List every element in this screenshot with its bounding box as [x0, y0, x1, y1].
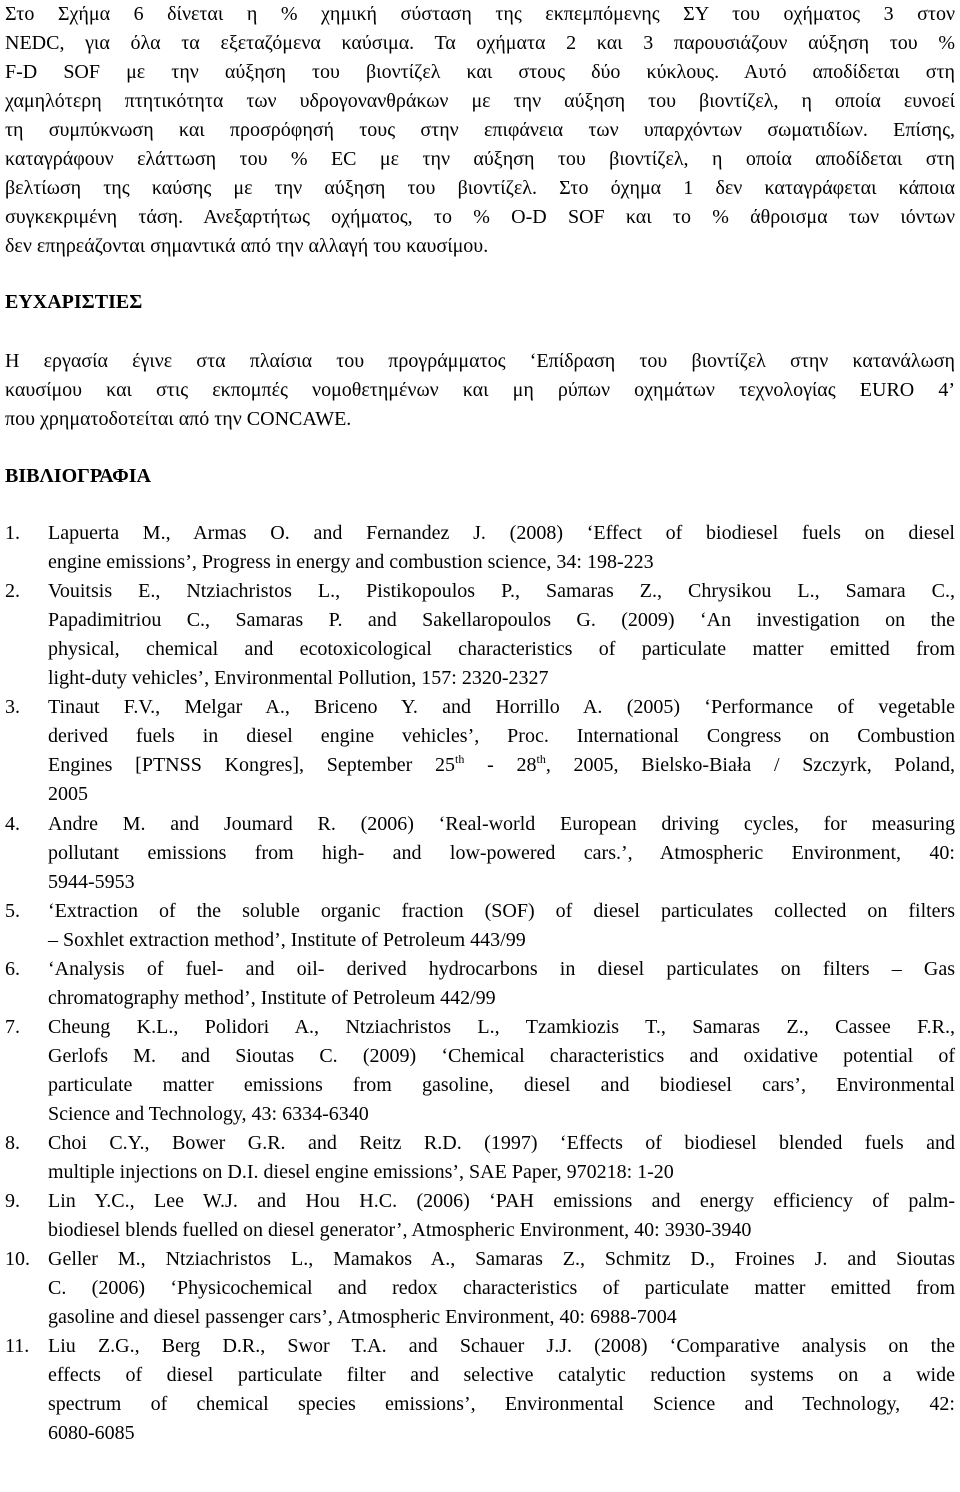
- reference-line: Lapuerta M., Armas O. and Fernandez J. (2008) ‘Effect of biodiesel fuels on diesel: [48, 522, 955, 544]
- reference-text: - 28: [464, 754, 537, 776]
- reference-line: derived fuels in diesel engine vehicles’, Proc. International Congress on Combustion: [48, 725, 955, 747]
- reference-line: physical, chemical and ecotoxicological characteristics of particulate matter emitted from: [48, 638, 955, 660]
- reference-line: Andre M. and Joumard R. (2006) ‘Real-world European driving cycles, for measuring: [48, 813, 955, 835]
- reference-line: light-duty vehicles’, Environmental Pollution, 157: 2320-2327: [48, 667, 549, 689]
- reference-line: biodiesel blends fuelled on diesel generator’, Atmospheric Environment, 40: 3930-3940: [48, 1219, 752, 1241]
- reference-line: 6080-6085: [48, 1422, 135, 1444]
- reference-number: 3.: [5, 696, 20, 718]
- reference-line-with-superscripts: [48, 753, 955, 777]
- reference-line: ‘Analysis of fuel- and oil- derived hydrocarbons in diesel particulates on filters – Gas: [48, 958, 955, 980]
- reference-number: 4.: [5, 813, 20, 835]
- reference-line: Lin Y.C., Lee W.J. and Hou H.C. (2006) ‘PAH emissions and energy efficiency of palm-: [48, 1190, 955, 1212]
- paragraph-line: χαμηλότερη πτητικότητα των υδρογονανθράκων με την αύξηση του βιοντίζελ, η οποία ευνοεί: [5, 90, 955, 112]
- acknowledgements-heading: ΕΥΧΑΡΙΣΤΙΕΣ: [5, 291, 143, 313]
- reference-number: 1.: [5, 522, 20, 544]
- reference-line: chromatography method’, Institute of Petroleum 442/99: [48, 987, 496, 1009]
- reference-number: 7.: [5, 1016, 20, 1038]
- reference-line: Vouitsis E., Ntziachristos L., Pistikopoulos P., Samaras Z., Chrysikou L., Samara C.,: [48, 580, 955, 602]
- reference-number: 11.: [5, 1335, 30, 1357]
- paragraph-line: Στο Σχήμα 6 δίνεται η % χημική σύσταση της εκπεμπόμενης ΣΥ του οχήματος 3 στον: [5, 3, 955, 25]
- reference-line: particulate matter emissions from gasoline, diesel and biodiesel cars’, Environmental: [48, 1074, 955, 1096]
- paragraph-line: καταγράφουν ελάττωση του % EC με την αύξηση του βιοντίζελ, η οποία αποδίδεται στη: [5, 148, 955, 170]
- reference-line: Geller M., Ntziachristos L., Mamakos A., Samaras Z., Schmitz D., Froines J. and Sioutas: [48, 1248, 955, 1270]
- reference-line: Papadimitriou C., Samaras P. and Sakellaropoulos G. (2009) ‘An investigation on the: [48, 609, 955, 631]
- paragraph-line: που χρηματοδοτείται από την CONCAWE.: [5, 408, 352, 430]
- superscript: th: [455, 752, 465, 766]
- reference-line: effects of diesel particulate filter and selective catalytic reduction systems on a wide: [48, 1364, 955, 1386]
- reference-number: 10.: [5, 1248, 30, 1270]
- reference-line: Gerlofs M. and Sioutas C. (2009) ‘Chemical characteristics and oxidative potential of: [48, 1045, 955, 1067]
- paragraph-line: καυσίμου και στις εκπομπές νομοθετημένων και μη ρύπων οχημάτων τεχνολογίας EURO 4’: [5, 379, 955, 401]
- reference-number: 5.: [5, 900, 20, 922]
- reference-number: 9.: [5, 1190, 20, 1212]
- reference-line: Choi C.Y., Bower G.R. and Reitz R.D. (1997) ‘Effects of biodiesel blended fuels and: [48, 1132, 955, 1154]
- reference-line: – Soxhlet extraction method’, Institute of Petroleum 443/99: [48, 929, 526, 951]
- reference-number: 8.: [5, 1132, 20, 1154]
- reference-number: 2.: [5, 580, 20, 602]
- paragraph-line: δεν επηρεάζονται σημαντικά από την αλλαγή του καυσίμου.: [5, 235, 489, 257]
- paragraph-line: βελτίωση της καύσης με την αύξηση του βιοντίζελ. Στο όχημα 1 δεν καταγράφεται κάποια: [5, 177, 955, 199]
- reference-line: 5944-5953: [48, 871, 135, 893]
- reference-line: Cheung K.L., Polidori A., Ntziachristos L., Tzamkiozis T., Samaras Z., Cassee F.R.,: [48, 1016, 955, 1038]
- reference-line: Liu Z.G., Berg D.R., Swor T.A. and Schauer J.J. (2008) ‘Comparative analysis on the: [48, 1335, 955, 1357]
- superscript: th: [536, 752, 546, 766]
- reference-line: engine emissions’, Progress in energy and combustion science, 34: 198-223: [48, 551, 654, 573]
- paragraph-line: F-D SOF με την αύξηση του βιοντίζελ και στους δύο κύκλους. Αυτό αποδίδεται στη: [5, 61, 955, 83]
- paragraph-line: τη συμπύκνωση και προσρόφησή τους στην επιφάνεια των υπαρχόντων σωματιδίων. Επίσης,: [5, 119, 955, 141]
- reference-line: Tinaut F.V., Melgar A., Briceno Y. and Horrillo A. (2005) ‘Performance of vegetable: [48, 696, 955, 718]
- reference-line: ‘Extraction of the soluble organic fraction (SOF) of diesel particulates collected on filters: [48, 900, 955, 922]
- paragraph-line: συγκεκριμένη τάση. Ανεξαρτήτως οχήματος, το % O-D SOF και το % άθροισμα των ιόντων: [5, 206, 955, 228]
- bibliography-heading: ΒΙΒΛΙΟΓΡΑΦΙΑ: [5, 465, 151, 487]
- reference-line: 2005: [48, 783, 88, 805]
- reference-line: Science and Technology, 43: 6334-6340: [48, 1103, 369, 1125]
- reference-number: 6.: [5, 958, 20, 980]
- paragraph-line: NEDC, για όλα τα εξεταζόμενα καύσιμα. Τα οχήματα 2 και 3 παρουσιάζουν αύξηση του %: [5, 32, 955, 54]
- reference-line: multiple injections on D.I. diesel engine emissions’, SAE Paper, 970218: 1-20: [48, 1161, 674, 1183]
- reference-text: , 2005, Bielsko-Biała / Szczyrk, Poland,: [545, 754, 955, 776]
- paragraph-line: Η εργασία έγινε στα πλαίσια του προγράμματος ‘Επίδραση του βιοντίζελ στην κατανάλωση: [5, 350, 955, 372]
- reference-line: spectrum of chemical species emissions’, Environmental Science and Technology, 42:: [48, 1393, 955, 1415]
- reference-line: C. (2006) ‘Physicochemical and redox characteristics of particulate matter emitted from: [48, 1277, 955, 1299]
- reference-line: pollutant emissions from high- and low-powered cars.’, Atmospheric Environment, 40:: [48, 842, 955, 864]
- reference-line: gasoline and diesel passenger cars’, Atmospheric Environment, 40: 6988-7004: [48, 1306, 677, 1328]
- reference-text: Engines [PTNSS Kongres], September 25: [48, 754, 456, 776]
